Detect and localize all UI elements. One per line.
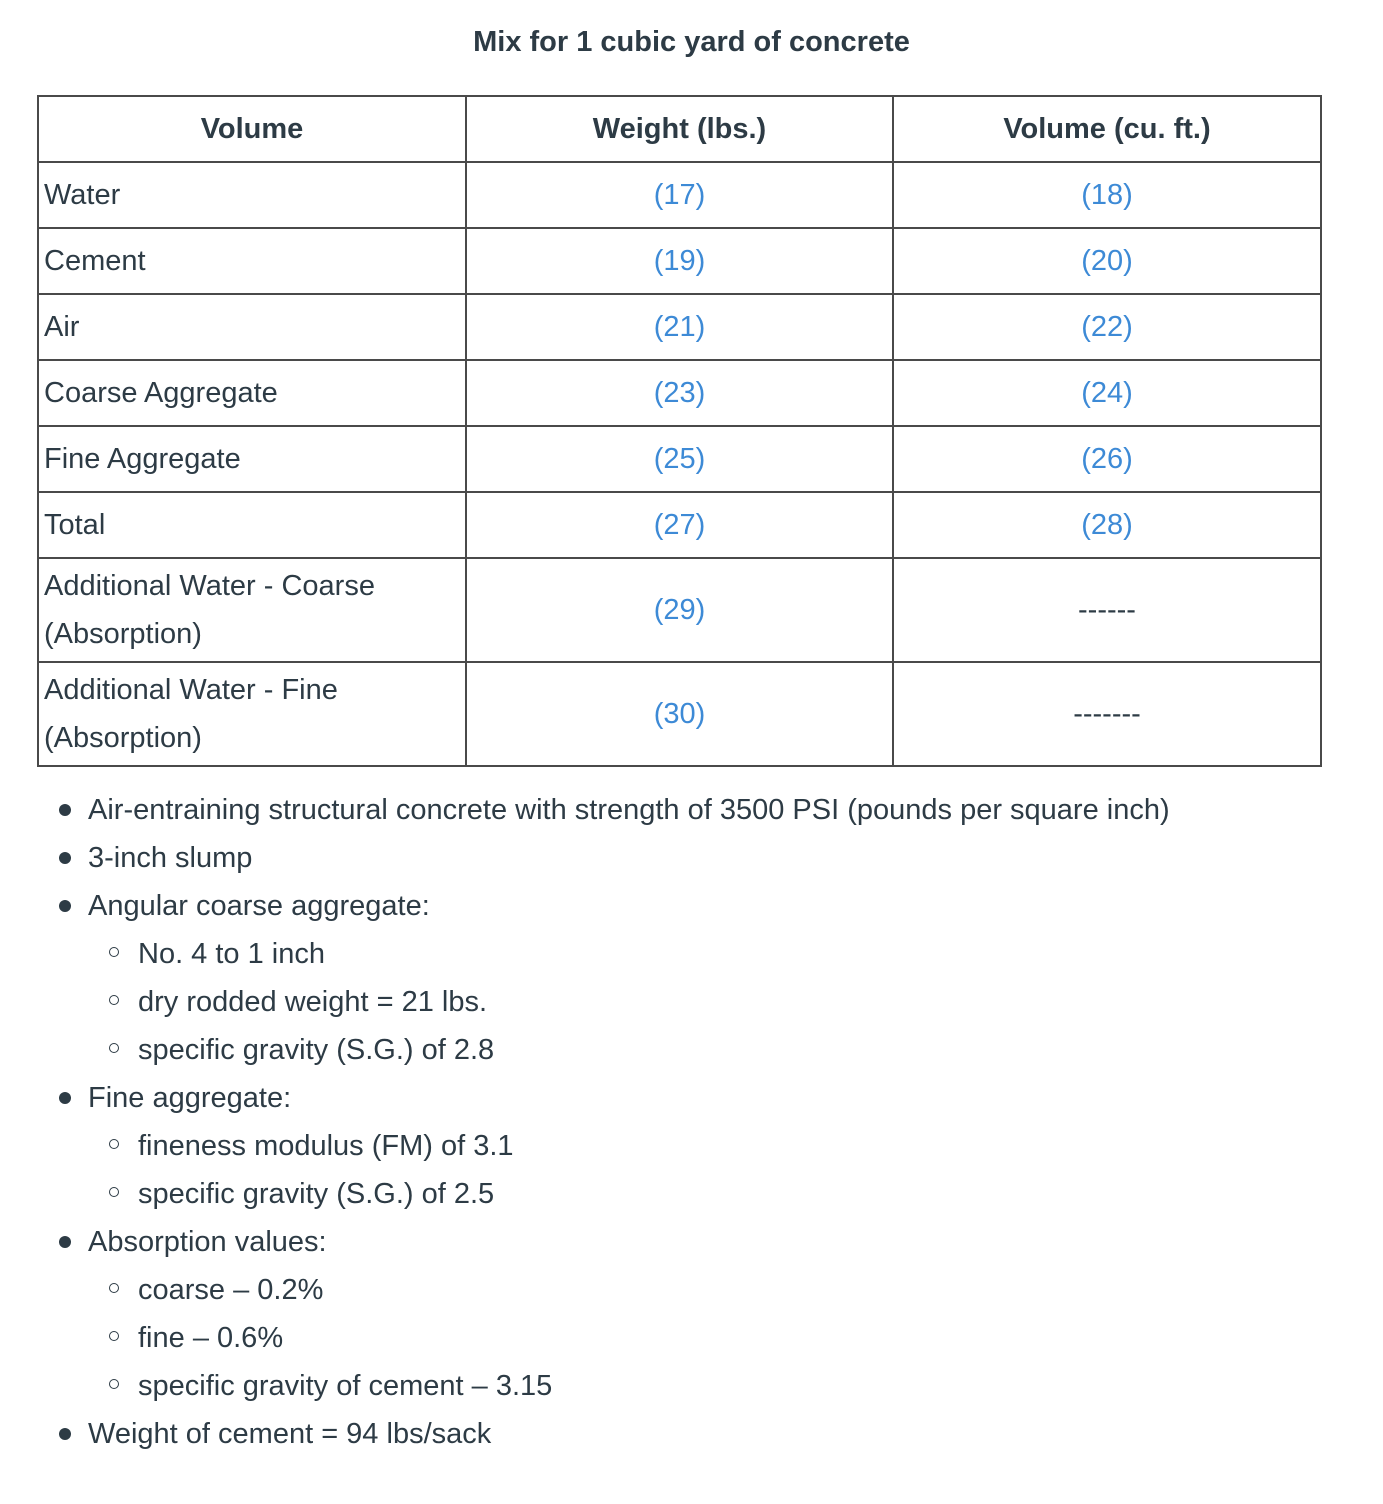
table-caption: Mix for 1 cubic yard of concrete xyxy=(473,26,910,58)
weight-cell: (25) xyxy=(466,426,893,492)
sub-list-item xyxy=(88,1266,1170,1314)
table-header-row xyxy=(38,96,1321,162)
sub-list-item-text: specific gravity (S.G.) of 2.5 xyxy=(138,1178,495,1210)
weight-cell: (27) xyxy=(466,492,893,558)
row-label: Additional Water - Coarse (Absorption) xyxy=(38,558,466,662)
row-label: Coarse Aggregate xyxy=(38,360,466,426)
list-item-text: Weight of cement = 94 lbs/sack xyxy=(88,1418,492,1450)
row-label: Water xyxy=(38,162,466,228)
volume-cell-placeholder: ------ xyxy=(893,558,1321,662)
bullet-dot-icon xyxy=(59,852,71,864)
row-label: Additional Water - Fine (Absorption) xyxy=(38,662,466,766)
bullet-dot-icon xyxy=(59,900,71,912)
weight-cell: (29) xyxy=(466,558,893,662)
volume-cell: (26) xyxy=(893,426,1321,492)
list-item xyxy=(0,882,1170,1074)
list-item xyxy=(0,834,1170,882)
sub-list-item-text: No. 4 to 1 inch xyxy=(138,938,325,970)
table-row xyxy=(38,492,1321,558)
sub-list-item xyxy=(88,1122,1170,1170)
sub-list xyxy=(88,1122,1170,1218)
bullet-dot-icon xyxy=(59,1092,71,1104)
sub-list xyxy=(88,1266,1170,1410)
bullet-circle-icon xyxy=(109,1187,119,1197)
sub-list-item xyxy=(88,1314,1170,1362)
bullet-circle-icon xyxy=(109,1043,119,1053)
list-item xyxy=(0,1410,1170,1458)
list-item-text: 3-inch slump xyxy=(88,842,253,874)
volume-cell: (18) xyxy=(893,162,1321,228)
sub-list-item-text: specific gravity (S.G.) of 2.8 xyxy=(138,1034,495,1066)
bullet-circle-icon xyxy=(109,1331,119,1341)
table-row xyxy=(38,162,1321,228)
bullet-circle-icon xyxy=(109,995,119,1005)
sub-list-item-text: dry rodded weight = 21 lbs. xyxy=(138,986,488,1018)
row-label: Total xyxy=(38,492,466,558)
table-row xyxy=(38,360,1321,426)
bullet-dot-icon xyxy=(59,1236,71,1248)
list-item xyxy=(0,1074,1170,1218)
sub-list-item xyxy=(88,930,1170,978)
table-row xyxy=(38,662,1321,766)
list-item-text: Air-entraining structural concrete with strength of 3500 PSI (pounds per square inch) xyxy=(88,794,1170,826)
volume-cell: (22) xyxy=(893,294,1321,360)
bullet-circle-icon xyxy=(109,1139,119,1149)
row-label: Cement xyxy=(38,228,466,294)
table-row xyxy=(38,558,1321,662)
bullet-circle-icon xyxy=(109,1283,119,1293)
weight-cell: (19) xyxy=(466,228,893,294)
weight-cell: (23) xyxy=(466,360,893,426)
sub-list xyxy=(88,930,1170,1074)
volume-cell: (24) xyxy=(893,360,1321,426)
volume-cell: (20) xyxy=(893,228,1321,294)
volume-cell-placeholder: ------- xyxy=(893,662,1321,766)
bullet-circle-icon xyxy=(109,947,119,957)
list-item xyxy=(0,1218,1170,1410)
list-item-text: Absorption values: xyxy=(88,1226,327,1258)
list-item-text: Fine aggregate: xyxy=(88,1082,292,1114)
list-item-text: Angular coarse aggregate: xyxy=(88,890,430,922)
weight-cell: (30) xyxy=(466,662,893,766)
weight-cell: (17) xyxy=(466,162,893,228)
sub-list-item-text: coarse – 0.2% xyxy=(138,1274,324,1306)
header-volume: Volume xyxy=(38,96,466,162)
row-label: Fine Aggregate xyxy=(38,426,466,492)
weight-cell: (21) xyxy=(466,294,893,360)
concrete-mix-table xyxy=(37,95,1322,767)
row-label: Air xyxy=(38,294,466,360)
sub-list-item-text: fineness modulus (FM) of 3.1 xyxy=(138,1130,514,1162)
table-row xyxy=(38,228,1321,294)
header-volume-cuft: Volume (cu. ft.) xyxy=(893,96,1321,162)
bullet-dot-icon xyxy=(59,804,71,816)
volume-cell: (28) xyxy=(893,492,1321,558)
sub-list-item xyxy=(88,978,1170,1026)
header-weight: Weight (lbs.) xyxy=(466,96,893,162)
sub-list-item xyxy=(88,1170,1170,1218)
mix-specifications xyxy=(0,786,1170,1458)
table-row xyxy=(38,294,1321,360)
bullet-dot-icon xyxy=(59,1428,71,1440)
sub-list-item xyxy=(88,1026,1170,1074)
spec-list xyxy=(0,786,1170,1458)
table-row xyxy=(38,426,1321,492)
sub-list-item xyxy=(88,1362,1170,1410)
sub-list-item-text: fine – 0.6% xyxy=(138,1322,284,1354)
list-item xyxy=(0,786,1170,834)
bullet-circle-icon xyxy=(109,1379,119,1389)
sub-list-item-text: specific gravity of cement – 3.15 xyxy=(138,1370,553,1402)
